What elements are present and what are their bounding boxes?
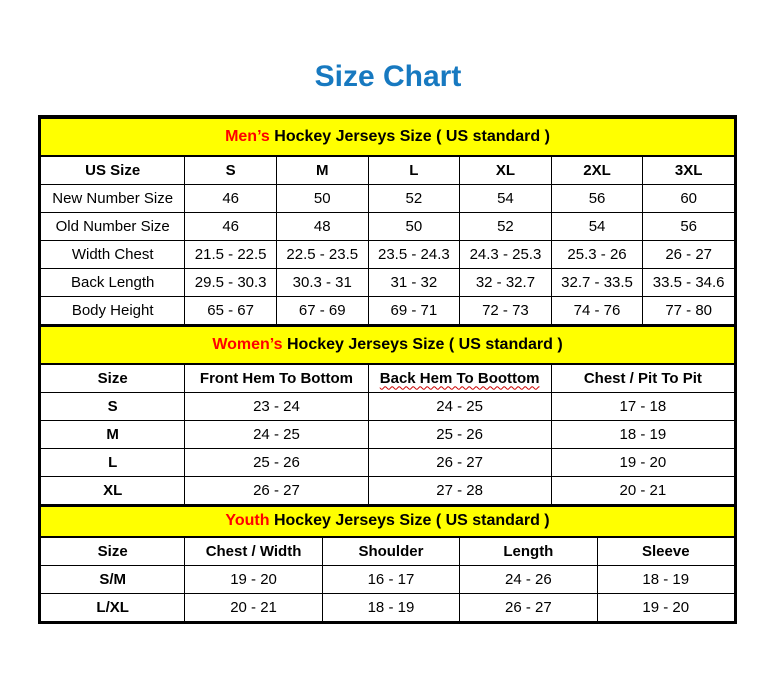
- size-value-cell: 22.5 - 23.5: [276, 240, 368, 268]
- column-header-cell: [368, 364, 551, 393]
- size-value-cell: 50: [276, 184, 368, 212]
- size-value-cell: 26 - 27: [643, 240, 735, 268]
- size-value-cell: 74 - 76: [551, 296, 643, 324]
- men-data-row: [41, 212, 735, 240]
- size-value-cell: 26 - 27: [368, 448, 551, 476]
- women-data-row: [41, 476, 735, 504]
- women-data-row: [41, 420, 735, 448]
- row-label-cell: New Number Size: [41, 184, 185, 212]
- women-column-header-row: [41, 364, 735, 393]
- youth-section-header-row: [41, 506, 735, 537]
- men-column-header-row: [41, 156, 735, 185]
- size-value-cell: 60: [643, 184, 735, 212]
- size-value-cell: 25 - 26: [368, 420, 551, 448]
- column-header-cell: XL: [460, 156, 552, 185]
- column-header-cell: Chest / Pit To Pit: [551, 364, 734, 393]
- women-section-title: Women’s Hockey Jerseys Size ( US standard ): [41, 326, 735, 364]
- column-header-cell: L: [368, 156, 460, 185]
- row-label-cell: Old Number Size: [41, 212, 185, 240]
- column-header-cell: Shoulder: [322, 537, 459, 566]
- size-value-cell: 54: [460, 184, 552, 212]
- row-label-cell: XL: [41, 476, 185, 504]
- size-value-cell: 19 - 20: [551, 448, 734, 476]
- column-header-cell: S: [185, 156, 277, 185]
- size-value-cell: 18 - 19: [551, 420, 734, 448]
- youth-size-table: [40, 505, 735, 622]
- men-section-header-row: [41, 118, 735, 156]
- size-value-cell: 26 - 27: [460, 593, 597, 621]
- youth-data-row: [41, 593, 735, 621]
- men-section-title: Men’s Hockey Jerseys Size ( US standard ): [41, 118, 735, 156]
- page-title: Size Chart: [314, 60, 462, 93]
- men-data-row: [41, 268, 735, 296]
- size-value-cell: 32.7 - 33.5: [551, 268, 643, 296]
- women-data-row: [41, 448, 735, 476]
- men-size-table: [40, 117, 735, 325]
- women-section-header-row: [41, 326, 735, 364]
- youth-data-row: [41, 565, 735, 593]
- row-label-cell: Width Chest: [41, 240, 185, 268]
- size-value-cell: 29.5 - 30.3: [185, 268, 277, 296]
- size-value-cell: 50: [368, 212, 460, 240]
- size-value-cell: 23.5 - 24.3: [368, 240, 460, 268]
- size-value-cell: 67 - 69: [276, 296, 368, 324]
- size-value-cell: 17 - 18: [551, 392, 734, 420]
- men-data-row: [41, 296, 735, 324]
- size-value-cell: 30.3 - 31: [276, 268, 368, 296]
- size-value-cell: 25.3 - 26: [551, 240, 643, 268]
- size-value-cell: 18 - 19: [322, 593, 459, 621]
- size-value-cell: 48: [276, 212, 368, 240]
- size-value-cell: 33.5 - 34.6: [643, 268, 735, 296]
- size-value-cell: 56: [643, 212, 735, 240]
- size-value-cell: 32 - 32.7: [460, 268, 552, 296]
- column-header-cell: M: [276, 156, 368, 185]
- row-label-cell: L: [41, 448, 185, 476]
- misspelled-header-text: Back Hem To Boottom: [379, 369, 540, 387]
- size-value-cell: 46: [185, 184, 277, 212]
- youth-section-title-highlight: Youth: [225, 512, 270, 529]
- column-header-cell: 2XL: [551, 156, 643, 185]
- row-label-cell: S: [41, 392, 185, 420]
- size-chart-container: [38, 115, 737, 624]
- row-label-cell: S/M: [41, 565, 185, 593]
- column-header-cell: Length: [460, 537, 597, 566]
- column-header-cell: Chest / Width: [185, 537, 322, 566]
- column-header-cell: Size: [41, 537, 185, 566]
- size-value-cell: 69 - 71: [368, 296, 460, 324]
- row-label-cell: M: [41, 420, 185, 448]
- men-section-title-highlight: Men’s: [225, 127, 270, 145]
- size-value-cell: 24.3 - 25.3: [460, 240, 552, 268]
- column-header-cell: Size: [41, 364, 185, 393]
- size-value-cell: 56: [551, 184, 643, 212]
- size-value-cell: 26 - 27: [185, 476, 368, 504]
- size-value-cell: 54: [551, 212, 643, 240]
- women-section-title-highlight: Women’s: [212, 335, 283, 353]
- men-data-row: [41, 240, 735, 268]
- size-value-cell: 72 - 73: [460, 296, 552, 324]
- size-value-cell: 23 - 24: [185, 392, 368, 420]
- row-label-cell: L/XL: [41, 593, 185, 621]
- size-value-cell: 19 - 20: [185, 565, 322, 593]
- size-value-cell: 20 - 21: [551, 476, 734, 504]
- column-header-cell: Sleeve: [597, 537, 734, 566]
- row-label-cell: Back Length: [41, 268, 185, 296]
- size-value-cell: 18 - 19: [597, 565, 734, 593]
- size-value-cell: 65 - 67: [185, 296, 277, 324]
- size-value-cell: 52: [460, 212, 552, 240]
- youth-section-title: Youth Hockey Jerseys Size ( US standard ): [41, 506, 735, 537]
- size-value-cell: 46: [185, 212, 277, 240]
- size-value-cell: 19 - 20: [597, 593, 734, 621]
- size-value-cell: 20 - 21: [185, 593, 322, 621]
- row-label-cell: Body Height: [41, 296, 185, 324]
- column-header-cell: US Size: [41, 156, 185, 185]
- size-value-cell: 52: [368, 184, 460, 212]
- women-data-row: [41, 392, 735, 420]
- size-value-cell: 77 - 80: [643, 296, 735, 324]
- size-value-cell: 16 - 17: [322, 565, 459, 593]
- youth-column-header-row: [41, 537, 735, 566]
- column-header-cell: 3XL: [643, 156, 735, 185]
- size-value-cell: 27 - 28: [368, 476, 551, 504]
- size-value-cell: 24 - 25: [368, 392, 551, 420]
- size-value-cell: 25 - 26: [185, 448, 368, 476]
- men-data-row: [41, 184, 735, 212]
- size-value-cell: 24 - 25: [185, 420, 368, 448]
- size-value-cell: 31 - 32: [368, 268, 460, 296]
- size-value-cell: 24 - 26: [460, 565, 597, 593]
- size-value-cell: 21.5 - 22.5: [185, 240, 277, 268]
- column-header-cell: Front Hem To Bottom: [185, 364, 368, 393]
- women-size-table: [40, 325, 735, 505]
